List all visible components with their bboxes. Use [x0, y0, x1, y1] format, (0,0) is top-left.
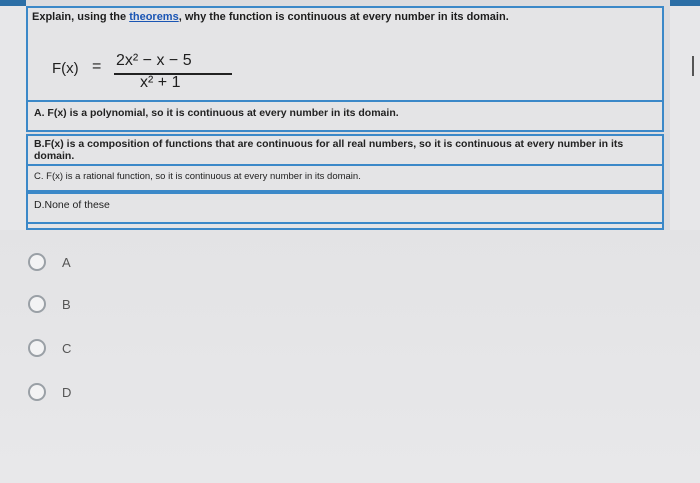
- table-bottom-border: [26, 222, 664, 230]
- radio-d[interactable]: [28, 383, 46, 401]
- option-a-row: [26, 100, 664, 132]
- option-b-row: [26, 134, 664, 166]
- radio-c[interactable]: [28, 339, 46, 357]
- answer-a-label: A: [62, 255, 71, 270]
- right-edge-mark: [692, 56, 700, 76]
- formula-numerator: 2x² − x − 5: [116, 52, 192, 69]
- radio-a[interactable]: [28, 253, 46, 271]
- answer-c-label: C: [62, 341, 72, 356]
- option-a-text: A. F(x) is a polynomial, so it is continuous at every number in its domain.: [34, 107, 399, 119]
- theorems-link[interactable]: theorems: [129, 11, 179, 23]
- answer-d-label: D: [62, 385, 72, 400]
- answer-b-label: B: [62, 297, 71, 312]
- question-block: [26, 6, 664, 102]
- radio-b[interactable]: [28, 295, 46, 313]
- option-c-text: C. F(x) is a rational function, so it is continuous at every number in its domain.: [34, 171, 361, 182]
- formula-equals: =: [92, 58, 102, 75]
- option-d-text: D.None of these: [34, 199, 110, 211]
- option-b-text: B.F(x) is a composition of functions that are continuous for all real numbers, so it is continuous at every number in its domain.: [34, 138, 624, 162]
- question-text: Explain, using the theorems, why the function is continuous at every number in its domain.: [32, 11, 509, 23]
- option-c-row: [26, 164, 664, 192]
- function-formula: [52, 52, 252, 92]
- formula-lhs: F(x): [52, 60, 79, 77]
- option-d-row: [26, 192, 664, 224]
- background-area: [0, 230, 700, 483]
- formula-denominator: x² + 1: [140, 74, 181, 91]
